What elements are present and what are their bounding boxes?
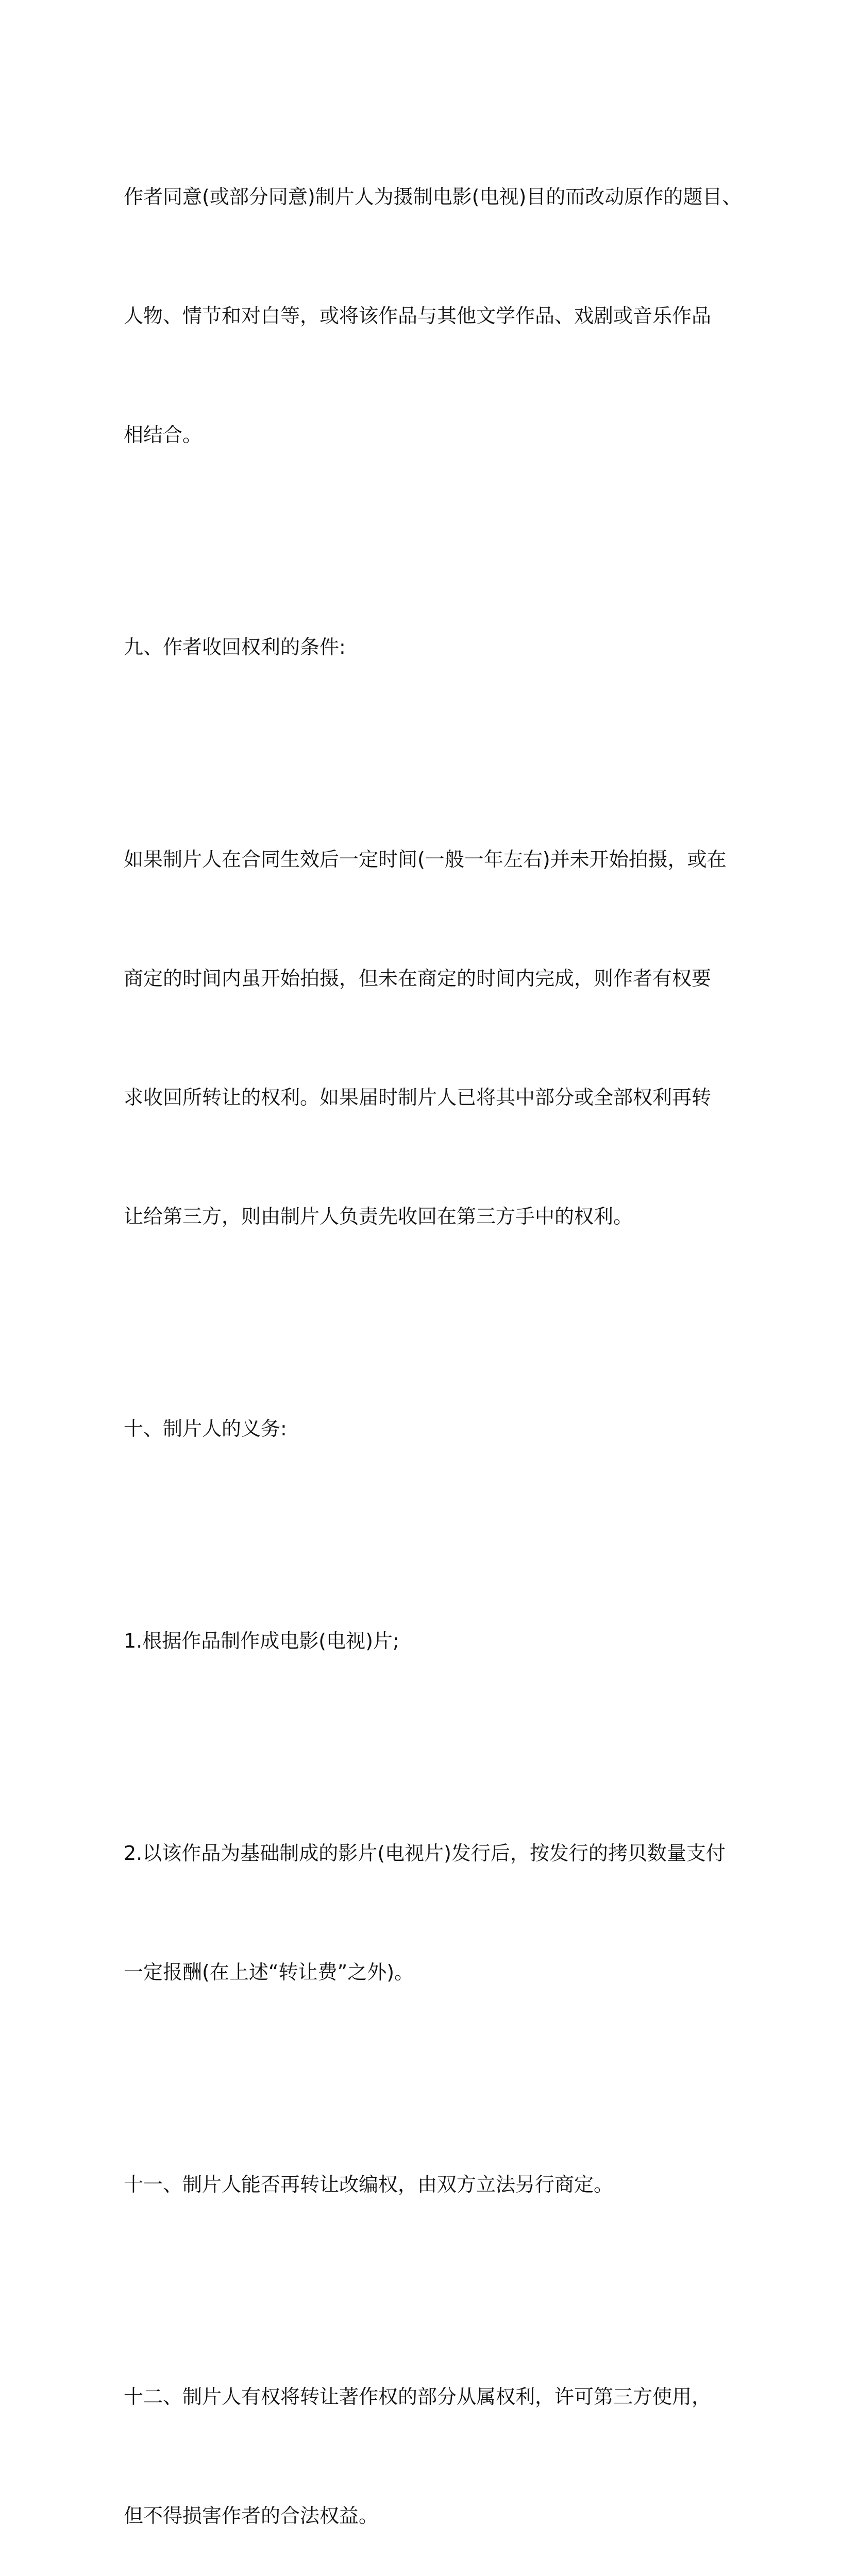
text-line: 作者同意(或部分同意)制片人为摄制电影(电视)目的而改动原作的题目、 [124,185,742,208]
text-line: 十一、制片人能否再转让改编权，由双方立法另行商定。 [124,2173,614,2196]
text-line: 商定的时间内虽开始拍摄，但未在商定的时间内完成，则作者有权要 [124,967,712,990]
text-line: 让给第三方，则由制片人负责先收回在第三方手中的权利。 [124,1205,633,1228]
text-line: 求收回所转让的权利。如果届时制片人已将其中部分或全部权利再转 [124,1086,712,1109]
text-line: 如果制片人在合同生效后一定时间(一般一年左右)并未开始拍摄，或在 [124,848,727,871]
section-heading-11 [124,2086,721,2284]
list-item-10-1 [124,1542,721,1740]
section-heading-10 [124,1330,721,1528]
text-line: 相结合。 [124,423,203,446]
paragraph-adaptation-consent [124,98,742,534]
list-item-10-2 [124,1754,726,2072]
text-line: 十二、制片人有权将转让著作权的部分从属权利，许可第三方使用， [124,2385,712,2408]
text-line: 十、制片人的义务: [124,1417,287,1440]
text-line: 2.以该作品为基础制成的影片(电视片)发行后，按发行的拷贝数量支付 [124,1842,726,1865]
section-heading-12 [124,2298,721,2576]
document-body [124,98,742,2576]
section-heading-9 [124,548,721,747]
text-line: 1.根据作品制作成电影(电视)片; [124,1630,399,1652]
text-line: 人物、情节和对白等，或将该作品与其他文学作品、戏剧或音乐作品 [124,304,712,327]
paragraph-rights-recovery [124,760,727,1316]
text-line: 但不得损害作者的合法权益。 [124,2504,379,2527]
text-line: 九、作者收回权利的条件: [124,636,346,658]
text-line: 一定报酬(在上述“转让费”之外)。 [124,1961,414,1984]
